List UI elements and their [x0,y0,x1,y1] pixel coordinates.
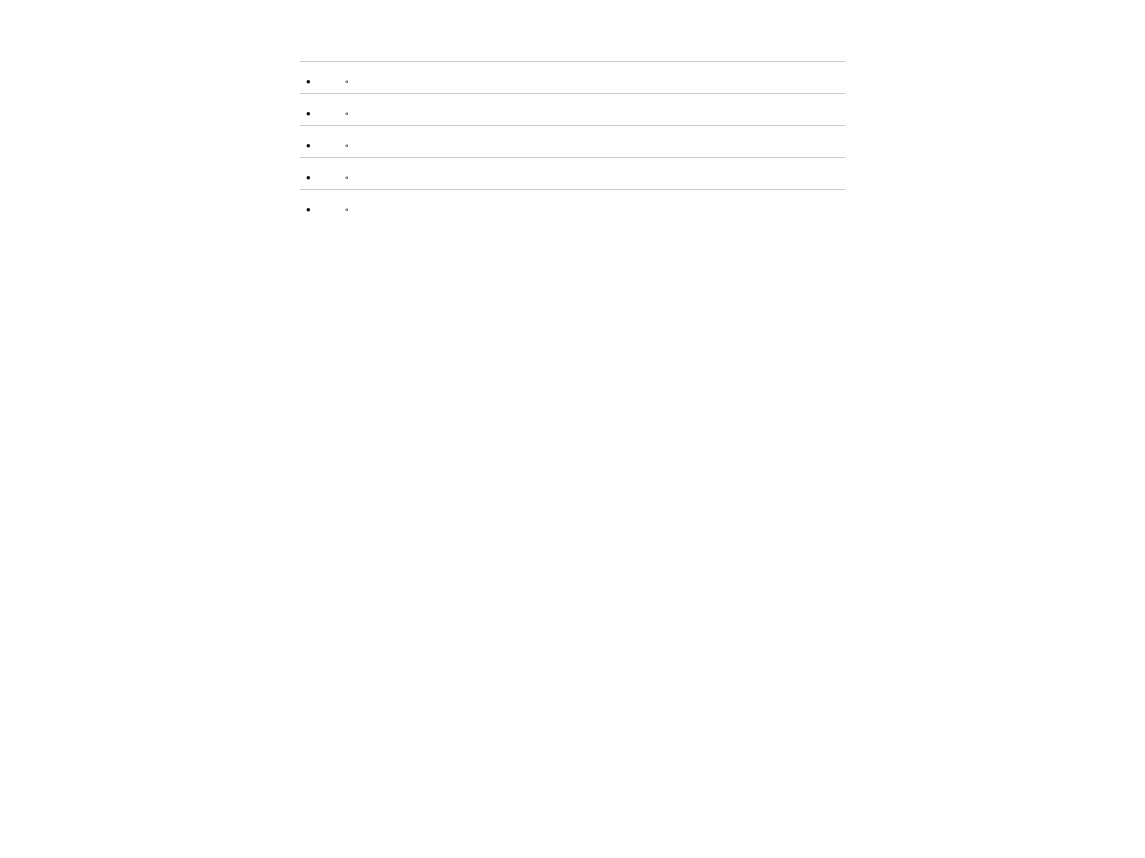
document-content [300,61,845,201]
note-section [300,126,845,137]
note-section [300,94,845,105]
note-section [300,158,845,169]
top-warning-icon-row [300,0,845,48]
note-section [300,190,845,201]
bottom-warning-icon-row [300,204,845,218]
note-section [300,62,845,73]
